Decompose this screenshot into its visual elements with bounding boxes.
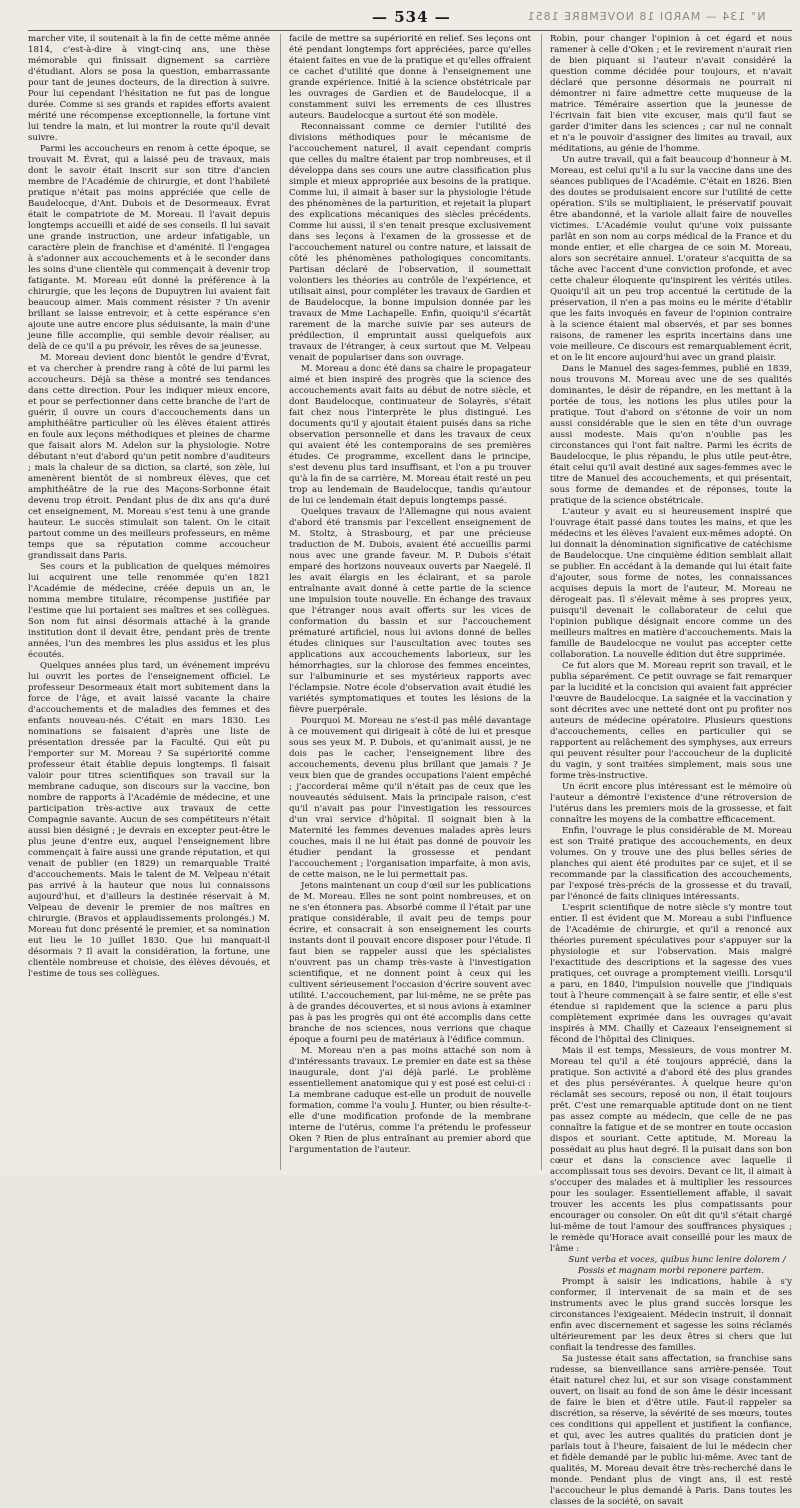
paragraph: Prompt à saisir les indications, habile à s'y conformer, il intervenait de sa main et de ses instruments avec le plus grand succès lorsque les circonstances l'exigeaient. Médecin instruit, il donnait enfin avec discernement et sagesse les soins réclamés ultérieurement par les deux êtres si chers que lui confiait la tendresse des familles. <box>550 1277 792 1353</box>
paragraph: facile de mettre sa supériorité en relief. Ses leçons ont été pendant longtemps fort appréciées, parce qu'elles étaient faites en vue de la pratique et qu'elles offraient ce cachet d'utilité que donne à l'enseignement une grande expérience. Initié à la science obstétricale par les ouvrages de Gardien et de Baudelocque, il a constamment suivi les errements de ces illustres auteurs. Baudelocque a surtout été son modèle. <box>289 34 531 121</box>
paragraph: Quelques travaux de l'Allemagne qui nous avaient d'abord été transmis par l'excellent enseignement de M. Stoltz, à Strasbourg, et par une précieuse traduction de M. Dubois, avaient été accueillis parmi nous avec une grande faveur. M. P. Dubois s'était emparé des horizons nouveaux ouverts par Naegelé. Il les avait élargis en les éclairant, et sa parole entraînante avait donné à cette partie de la science une impulsion toute nouvelle. En échange des travaux que l'étranger nous avait offerts sur les vices de conformation du bassin et sur l'accouchement prématuré artificiel, nous lui avions donné de belles études cliniques sur l'auscultation avec toutes ses applications aux accouchements laborieux, sur les hémorrhagies, sur la chlorose des femmes enceintes, sur l'albuminurie et ses mystérieux rapports avec l'éclampsie. Notre école d'observation avait étudié les variétés symptomatiques et toutes les lésions de la fièvre puerpérale. <box>289 507 531 715</box>
paragraph: M. Moreau a donc été dans sa chaire le propagateur aimé et bien inspiré des progrès que la science des accouchements avait faits au début de notre siècle, et dont Baudelocque, continuateur de Solayrès, s'était fait chez nous l'interprète le plus distingué. Les documents qu'il y ajoutait étaient puisés dans sa riche observation personnelle et dans les travaux de ceux qui avaient été les contemporains de ses premières études. Ce programme, excellent dans le principe, s'est devenu plus tard insuffisant, et l'on a pu trouver qu'à la fin de sa carrière, M. Moreau était resté un peu trop au lendemain de Baudelocque, tandis qu'autour de lui ce lendemain était depuis longtemps passé. <box>289 364 531 506</box>
paragraph: Ses cours et la publication de quelques mémoires lui acquirent une telle renommée qu'en 1821 l'Académie de médecine, créée depuis un an, le nomma membre titulaire, récompense justifiée par l'estime que lui portaient ses maîtres et ses collègues. Son nom fut ainsi désormais attaché à la grande institution dont il devait être, pendant près de trente années, l'un des membres les plus assidus et les plus écoutés. <box>28 562 270 660</box>
paragraph: L'esprit scientifique de notre siècle s'y montre tout entier. Il est évident que M. Moreau a subi l'influence de l'Académie de chirurgie, et qu'il a renoncé aux théories purement spéculatives pour s'appuyer sur la physiologie et sur l'observation. Mais malgré l'exactitude des descriptions et la sagesse des vues pratiques, cet ouvrage a promptement vieilli. Lorsqu'il a paru, en 1840, l'impulsion nouvelle que j'indiquais tout à l'heure commençait à se faire sentir, et elle s'est étendue si rapidement que la science a paru plus complètement exprimée dans les ouvrages qu'avait inspirés à MM. Chailly et Cazeaux l'enseignement si fécond de l'hôpital des Cliniques. <box>550 903 792 1045</box>
paragraph: Mais il est temps, Messieurs, de vous montrer M. Moreau tel qu'il a été toujours apprécié, dans la pratique. Son activité a d'abord été des plus grandes et des plus persévérantes. À quelque heure qu'on réclamât ses secours, reposé ou non, il était toujours prêt. C'est une remarquable aptitude dont on ne tient pas assez compte au médecin, que celle de ne pas connaître la fatigue et de se montrer en toute occasion dispos et souriant. Cette aptitude, M. Moreau la possédait au plus haut degré. Il la puisait dans son bon cœur et dans la conscience avec laquelle il accomplissait tous ses devoirs. Devant ce lit, il aimait à s'occuper des malades et à multiplier les ressources pour les soulager. Essentiellement affable, il savait trouver les accents les plus compatissants pour encourager ou consoler. On eût dit qu'il s'était chargé lui-même de tout l'amour des souffrances physiques ; le remède qu'Horace avait conseillé pour les maux de l'âme : <box>550 1046 792 1254</box>
paragraph: Sa justesse était sans affectation, sa franchise sans rudesse, sa bienveillance sans arrière-pensée. Tout était naturel chez lui, et sur son visage constamment ouvert, on lisait au fond de son âme le désir incessant de faire le bien et d'être utile. Faut-il rappeler sa discrétion, sa réserve, la sévérité de ses mœurs, toutes ces conditions qui appellent et justifient la confiance, et qui, avec les autres qualités du praticien dont je parlais tout à l'heure, faisaient de lui le médecin cher et fidèle demandé par le public lui-même. Avec tant de qualités, M. Moreau devait être très-recherché dans le monde. Pendant plus de vingt ans, il est resté l'accoucheur le plus demandé à Paris. Dans toutes les classes de la société, on savait <box>550 1354 792 1507</box>
paragraph: M. Moreau n'en a pas moins attaché son nom à d'intéressants travaux. Le premier en date est sa thèse inaugurale, dont j'ai déjà parlé. Le problème essentiellement anatomique qui y est posé est celui-ci : La membrane caduque est-elle un produit de nouvelle formation, comme l'a voulu J. Hunter, ou bien résulte-t-elle d'une modification profonde de la membrane interne de l'utérus, comme l'a prétendu le professeur Oken ? Rien de plus entraînant au premier abord que l'argumentation de l'auteur. <box>289 1046 531 1155</box>
paragraph: Robin, pour changer l'opinion à cet égard et nous ramener à celle d'Oken ; et le revirement n'aurait rien de bien piquant si l'auteur n'avait considéré la question comme décidée pour toujours, et n'avait déclaré que personne désormais ne pourrait ni démontrer ni faire admettre cette muqueuse de la matrice. Téméraire assertion que la jeunesse de l'écrivain fait bien vite excuser, mais qu'il faut se garder d'imiter dans les sciences ; car nul ne connaît et n'a le pouvoir d'assigner des limites au travail, aux méditations, au génie de l'homme. <box>550 34 792 154</box>
paragraph: Parmi les accoucheurs en renom à cette époque, se trouvait M. Évrat, qui a laissé peu de travaux, mais dont le savoir était inscrit sur son titre d'ancien membre de l'Académie de chirurgie, et dont l'habileté pratique n'était pas moins appréciée que celle de Baudelocque, d'Ant. Dubois et de Desormeaux. Évrat était le compatriote de M. Moreau. Il l'avait depuis longtemps accueilli et aidé de ses conseils. Il lui savait une grande instruction, une ardeur infatigable, un caractère plein de franchise et d'aménité. Il l'engagea à s'adonner aux accouchements et à le seconder dans les soins d'une clientèle qui commençait à devenir trop fatigante. M. Moreau eût donné la préférence à la chirurgie, que les leçons de Dupuytren lui avaient fait beaucoup aimer. Mais comment résister ? Un avenir brillant se laisse entrevoir, et à cette espérance s'en ajoute une autre encore plus séduisante, la main d'une jeune fille accomplie, qui semble devoir réaliser, au delà de ce qu'il a pu prévoir, les rêves de sa jeunesse. <box>28 144 270 352</box>
header-rule <box>28 30 792 31</box>
paragraph: L'auteur y avait eu si heureusement inspiré que l'ouvrage était passé dans toutes les mains, et que les médecins et les élèves l'avaient eux-mêmes adopté. On lui donnait la dénomination significative de catéchisme de Baudelocque. Une cinquième édition semblait allait se publier. En accédant à la demande qui lui était faite d'ajouter, sous forme de notes, les connaissances acquises depuis la mort de l'auteur, M. Moreau ne dérogeait pas. Il s'élevait même à ses propres yeux, puisqu'il devenait le collaborateur de celui que l'opinion publique désignait encore comme un des meilleurs maîtres en matière d'accouchements. Mais la famille de Baudelocque ne voulut pas accepter cette collaboration. La nouvelle édition dut être supprimée. <box>550 507 792 660</box>
paragraph: Dans le Manuel des sages-femmes, publié en 1839, nous trouvons M. Moreau avec une de ses qualités dominantes, le désir de répandre, en les mettant à la portée de tous, les notions les plus utiles pour la pratique. Tout d'abord on s'étonne de voir un nom aussi considérable que le sien en tête d'un ouvrage aussi modeste. Mais qu'on n'oublie pas les circonstances qui l'ont fait naître. Parmi les écrits de Baudelocque, le plus répandu, le plus utile peut-être, était celui qu'il avait destiné aux sages-femmes avec le titre de Manuel des accouchements, et qui présentait, sous forme de demandes et de réponses, toute la pratique de la science obstétricale. <box>550 364 792 506</box>
column-middle <box>280 34 531 1170</box>
page-number: — 534 — <box>372 8 451 26</box>
text-columns <box>28 34 792 1507</box>
paragraph: Quelques années plus tard, un événement imprévu lui ouvrit les portes de l'enseignement officiel. Le professeur Desormeaux était mort subitement dans la force de l'âge, et avait laissé vacante la chaire d'accouchements et de maladies des femmes et des enfants nouveau-nés. C'était en mars 1830. Les nominations se faisaient d'après une liste de présentation dressée par la Faculté. Qui eût pu l'emporter sur M. Moreau ? Sa supériorité comme professeur était établie depuis longtemps. Il faisait valoir pour titres scientifiques son travail sur la membrane caduque, son discours sur la vaccine, bon nombre de rapports à l'Académie de médecine, et une participation très-active aux travaux de cette Compagnie savante. Aucun de ses compétiteurs n'était aussi bien désigné ; je devrais en excepter peut-être le plus jeune d'entre eux, auquel l'enseignement libre commençait à faire aussi une grande réputation, et qui venait de publier (en 1829) un remarquable Traité d'accouchements. Mais le talent de M. Velpeau n'était pas arrivé à la hauteur que nous lui connaissons aujourd'hui, et d'ailleurs la destinée réservait à M. Velpeau de devenir le premier de nos maîtres en chirurgie. (Bravos et applaudissements prolongés.) M. Moreau fut donc présenté le premier, et sa nomination eut lieu le 10 juillet 1830. Que lui manquait-il désormais ? Il avait la considération, la fortune, une clientèle nombreuse et choisie, des élèves dévoués, et l'estime de tous ses collègues. <box>28 661 270 979</box>
paragraph: Jetons maintenant un coup d'œil sur les publications de M. Moreau. Elles ne sont point nombreuses, et on ne s'en étonnera pas. Absorbé comme il l'était par une pratique considérable, il avait peu de temps pour écrire, et consacrait à son enseignement les courts instants dont il pouvait encore disposer pour l'étude. Il faut bien se rappeler aussi que les spécialistes n'ouvrent pas un champ très-vaste à l'investigation scientifique, et ne donnent point à ceux qui les cultivent sérieusement l'occasion d'écrire souvent avec utilité. L'accouchement, par lui-même, ne se prête pas à de grandes découvertes, et si nous avions à examiner pas à pas les progrès qui ont été accomplis dans cette branche de nos sciences, nous verrions que chaque époque a fourni peu de matériaux à l'édifice commun. <box>289 881 531 1045</box>
paragraph: Enfin, l'ouvrage le plus considérable de M. Moreau est son Traité pratique des accouchements, en deux volumes. On y trouve une des plus belles séries de planches qui aient été produites par ce sujet, et il se recommande par la classification des accouchements, par l'exposé très-précis de la grossesse et du travail, par l'énoncé de faits cliniques intéressants. <box>550 826 792 902</box>
paragraph: Un autre travail, qui a fait beaucoup d'honneur à M. Moreau, est celui qu'il a lu sur la vaccine dans une des séances publiques de l'Académie. C'était en 1826. Bien des doutes se produisaient encore sur l'utilité de cette opération. S'ils se multipliaient, le préservatif pouvait être abandonné, et la variole allait faire de nouvelles victimes. L'Académie voulut qu'une voix puissante parlât en son nom au corps médical de la France et du monde entier, et elle chargea de ce soin M. Moreau, alors son secrétaire annuel. L'orateur s'acquitta de sa tâche avec l'accent d'une conviction profonde, et avec cette chaleur éloquente qu'inspirent les vérités utiles. Quoiqu'il ait un peu trop accentué la certitude de la préservation, il n'en a pas moins eu le mérite d'établir que les faits invoqués en faveur de l'opinion contraire à la science étaient mal observés, et par ses bonnes raisons, de ramener les esprits incertains dans une voie meilleure. Ce discours est remarquablement écrit, et on le lit encore aujourd'hui avec un grand plaisir. <box>550 155 792 363</box>
paragraph: marcher vite, il soutenait à la fin de cette même année 1814, c'est-à-dire à vingt-cinq ans, une thèse mémorable qui finissait dignement sa carrière d'étudiant. Alors se posa la question, embarrassante pour tant de jeunes docteurs, de la direction à suivre. Pour lui cependant l'hésitation ne fut pas de longue durée. Comme si ses grands et rapides efforts avaient mérité une récompense exceptionnelle, la fortune vint lui tendre la main, et lui montrer la route qu'il devait suivre. <box>28 34 270 143</box>
column-left <box>28 34 270 1170</box>
paragraph: Pourquoi M. Moreau ne s'est-il pas mêlé davantage à ce mouvement qui dirigeait à côté de lui et presque sous ses yeux M. P. Dubois, et qu'animait aussi, je ne dois pas le cacher, l'enseignement libre des accouchements, devenu plus brillant que jamais ? Je veux bien que de grandes occupations l'aient empêché ; j'accorderai même qu'il n'était pas de ceux que les nouveautés séduisent. Mais la principale raison, c'est qu'il n'avait pas pour l'investigation les ressources d'un vrai service d'hôpital. Il soignait bien à la Maternité les femmes devenues malades après leurs couches, mais il ne lui était pas donné de pouvoir les étudier pendant la grossesse et pendant l'accouchement ; l'organisation imparfaite, à mon avis, de cette maison, ne le lui permettait pas. <box>289 716 531 880</box>
paragraph: Ce fut alors que M. Moreau reprit son travail, et le publia séparément. Ce petit ouvrage se fait remarquer par la lucidité et la concision qui avaient fait apprécier l'œuvre de Baudelocque. La saignée et la vaccination y sont décrites avec une netteté dont ont pu profiter nos auteurs de médecine opératoire. Plusieurs questions d'accouchements, celles en particulier qui se rapportent au relâchement des symphyses, aux erreurs qui peuvent résulter pour l'accoucheur de la duplicité du vagin, y sont traitées simplement, mais sous une forme très-instructive. <box>550 661 792 781</box>
bleed-through-header: N° 134 — MARDI 18 NOVEMBRE 1851 <box>526 10 766 23</box>
paragraph: Reconnaissant comme ce dernier l'utilité des divisions méthodiques pour le mécanisme de l'accouchement naturel, il avait cependant compris que celles du maître étaient par trop nombreuses, et il développa dans ses cours une autre classification plus simple et mieux appropriée aux besoins de la pratique. Comme lui, il aimait à baser sur la physiologie l'étude des phénomènes de la parturition, et rejetait la plupart des explications mécaniques des siècles précédents. Comme lui aussi, il s'en tenait presque exclusivement dans ses leçons à l'examen de la grossesse et de l'accouchement naturel ou contre nature, et laissait de côté les phénomènes pathologiques concomitants. Partisan déclaré de l'observation, il soumettait volontiers les théories au contrôle de l'expérience, et utilisait ainsi, pour compléter les travaux de Gardien et de Baudelocque, la bonne impulsion donnée par les travaux de Mme Lachapelle. Enfin, quoiqu'il s'écartât rarement de la marche suivie par ses auteurs de prédilection, il empruntait aussi quelquefois aux travaux de l'étranger, à ceux surtout que M. Velpeau venait de populariser dans son ouvrage. <box>289 122 531 363</box>
column-right <box>541 34 792 1507</box>
paragraph: Un écrit encore plus intéressant est le mémoire où l'auteur a démontré l'existence d'une rétroversion de l'utérus dans les premiers mois de la grossesse, et fait connaître les moyens de la combattre efficacement. <box>550 782 792 825</box>
paragraph: M. Moreau devient donc bientôt le gendre d'Évrat, et va chercher à prendre rang à côté de lui parmi les accoucheurs. Déjà sa thèse a montré ses tendances dans cette direction. Pour les indiquer mieux encore, et pour se perfectionner dans cette branche de l'art de guérir, il ouvre un cours d'accouchements dans un amphithéâtre particulier où les élèves étaient attirés en foule aux leçons méthodiques et pleines de charme que faisait alors M. Adelon sur la physiologie. Notre débutant n'eut d'abord qu'un petit nombre d'auditeurs ; mais la chaleur de sa diction, sa clarté, son zèle, lui amenèrent bientôt de si nombreux élèves, que cet amphithéâtre de la rue des Maçons-Sorbonne était devenu trop étroit. Pendant plus de dix ans qu'a duré cet enseignement, M. Moreau s'est tenu à une grande hauteur. Le succès stimulait son talent. On le citait partout comme un des meilleurs professeurs, en même temps que sa réputation comme accoucheur grandissait dans Paris. <box>28 353 270 561</box>
paragraph: Sunt verba et voces, quibus hunc lenire dolorem / Possis et magnam morbi reponere partem. <box>568 1255 786 1276</box>
